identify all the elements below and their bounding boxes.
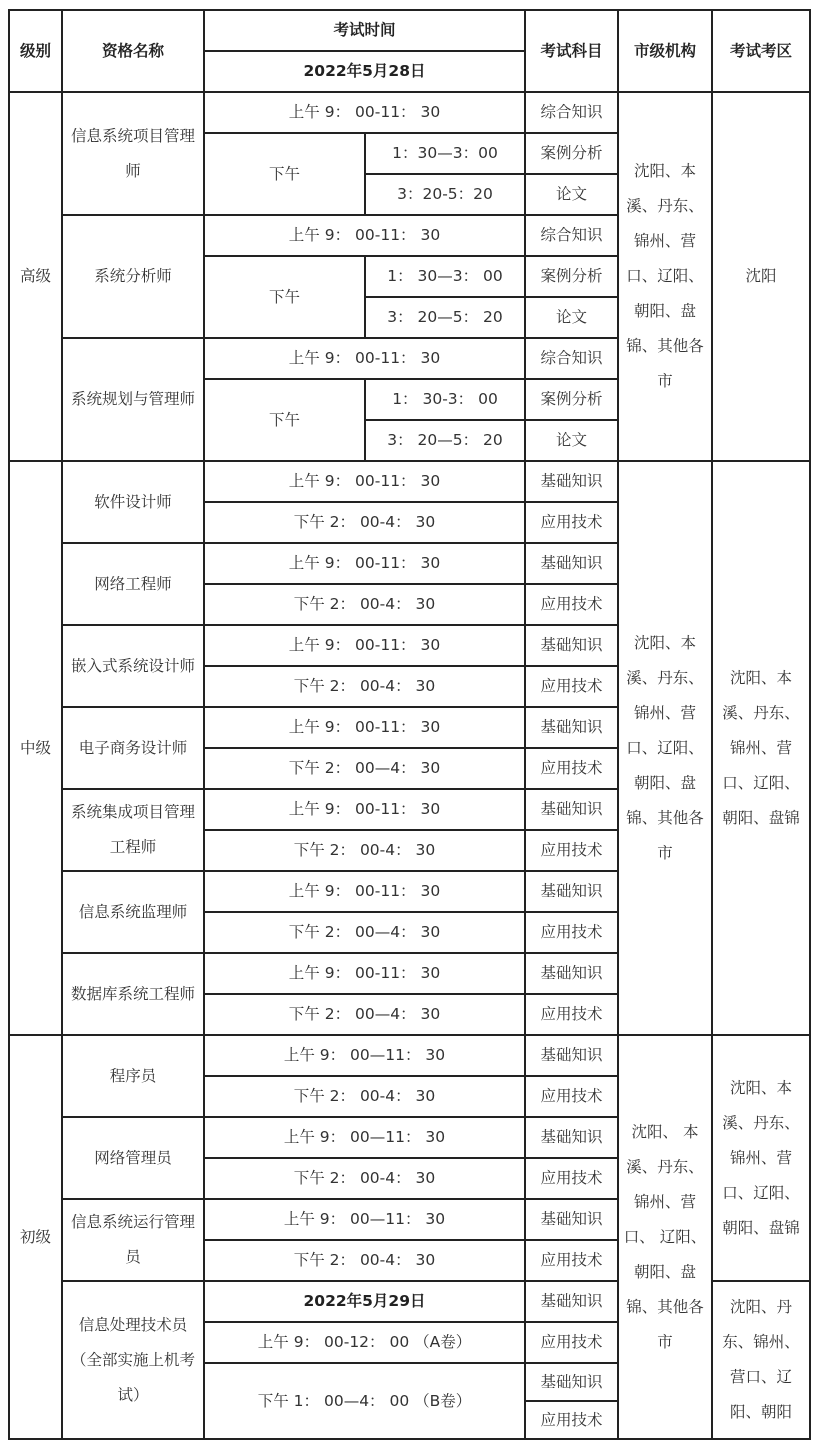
time-am: 上午 9： 00—11： 30 xyxy=(204,1035,525,1076)
subject: 基础知识 xyxy=(525,1281,618,1322)
subject: 综合知识 xyxy=(525,338,618,379)
subject: 应用技术 xyxy=(525,1158,618,1199)
time-am: 上午 9： 00-11： 30 xyxy=(204,953,525,994)
subject: 基础知识 xyxy=(525,543,618,584)
header-exam-time: 考试时间 xyxy=(204,10,525,51)
subject: 基础知识 xyxy=(525,789,618,830)
middle-city-org: 沈阳、本溪、丹东、锦州、营口、辽阳、朝阳、盘锦、其他各市 xyxy=(618,461,712,1035)
qualification-name: 信息系统监理师 xyxy=(62,871,204,953)
subject: 应用技术 xyxy=(525,748,618,789)
time-pm-label: 下午 xyxy=(204,379,365,461)
subject: 案例分析 xyxy=(525,133,618,174)
subject: 论文 xyxy=(525,420,618,461)
subject: 基础知识 xyxy=(525,625,618,666)
header-subject: 考试科目 xyxy=(525,10,618,92)
time-pm-slot: 1：30—3：00 xyxy=(365,133,525,174)
time-am: 上午 9： 00-11： 30 xyxy=(204,461,525,502)
subject: 应用技术 xyxy=(525,584,618,625)
subject: 应用技术 xyxy=(525,830,618,871)
time-pm: 下午 2： 00-4： 30 xyxy=(204,830,525,871)
time-pm: 下午 2： 00-4： 30 xyxy=(204,584,525,625)
time-pm-slot: 1： 30—3： 00 xyxy=(365,256,525,297)
level-senior: 高级 xyxy=(9,92,62,461)
subject: 基础知识 xyxy=(525,461,618,502)
qualification-name: 系统分析师 xyxy=(62,215,204,338)
qualification-name: 网络管理员 xyxy=(62,1117,204,1199)
subject: 应用技术 xyxy=(525,1076,618,1117)
subject: 案例分析 xyxy=(525,379,618,420)
header-date: 2022年5月28日 xyxy=(204,51,525,92)
time-am: 上午 9： 00-11： 30 xyxy=(204,215,525,256)
header-city-org: 市级机构 xyxy=(618,10,712,92)
qualification-name: 网络工程师 xyxy=(62,543,204,625)
level-junior: 初级 xyxy=(9,1035,62,1439)
time-am: 上午 9： 00-11： 30 xyxy=(204,338,525,379)
exam-date-2: 2022年5月29日 xyxy=(204,1281,525,1322)
subject: 基础知识 xyxy=(525,953,618,994)
qualification-name: 信息处理技术员（全部实施上机考试） xyxy=(62,1281,204,1439)
senior-exam-area: 沈阳 xyxy=(712,92,810,461)
header-level: 级别 xyxy=(9,10,62,92)
senior-city-org: 沈阳、本溪、丹东、锦州、营口、辽阳、朝阳、盘锦、其他各市 xyxy=(618,92,712,461)
time-pm-label: 下午 xyxy=(204,256,365,338)
time-pm-slot: 1： 30-3： 00 xyxy=(365,379,525,420)
time-pm: 下午 2： 00-4： 30 xyxy=(204,502,525,543)
time-pm: 下午 2： 00—4： 30 xyxy=(204,912,525,953)
middle-exam-area: 沈阳、本溪、丹东、锦州、营口、辽阳、朝阳、盘锦 xyxy=(712,461,810,1035)
time-pm: 下午 2： 00—4： 30 xyxy=(204,994,525,1035)
subject: 综合知识 xyxy=(525,215,618,256)
subject: 基础知识 xyxy=(525,707,618,748)
time-pm-slot: 3：20-5：20 xyxy=(365,174,525,215)
time-paper-a: 上午 9： 00-12： 00 （A卷） xyxy=(204,1322,525,1363)
time-am: 上午 9： 00-11： 30 xyxy=(204,789,525,830)
time-pm: 下午 2： 00—4： 30 xyxy=(204,748,525,789)
qualification-name: 电子商务设计师 xyxy=(62,707,204,789)
subject: 应用技术 xyxy=(525,912,618,953)
subject: 应用技术 xyxy=(525,1322,618,1363)
qualification-name: 程序员 xyxy=(62,1035,204,1117)
subject: 应用技术 xyxy=(525,1401,618,1439)
time-paper-b: 下午 1： 00—4： 00 （B卷） xyxy=(204,1363,525,1439)
subject: 应用技术 xyxy=(525,666,618,707)
time-pm-slot: 3： 20—5： 20 xyxy=(365,420,525,461)
time-am: 上午 9： 00-11： 30 xyxy=(204,871,525,912)
qualification-name: 系统规划与管理师 xyxy=(62,338,204,461)
junior-city-org: 沈阳、 本溪、丹东、锦州、营口、 辽阳、朝阳、盘锦、其他各市 xyxy=(618,1035,712,1439)
subject: 基础知识 xyxy=(525,871,618,912)
time-pm-slot: 3： 20—5： 20 xyxy=(365,297,525,338)
qualification-name: 信息系统运行管理员 xyxy=(62,1199,204,1281)
subject: 应用技术 xyxy=(525,502,618,543)
subject: 应用技术 xyxy=(525,994,618,1035)
subject: 论文 xyxy=(525,174,618,215)
time-am: 上午 9： 00-11： 30 xyxy=(204,625,525,666)
subject: 综合知识 xyxy=(525,92,618,133)
qualification-name: 系统集成项目管理工程师 xyxy=(62,789,204,871)
time-am: 上午 9： 00—11： 30 xyxy=(204,1117,525,1158)
qualification-name: 嵌入式系统设计师 xyxy=(62,625,204,707)
time-pm: 下午 2： 00-4： 30 xyxy=(204,666,525,707)
time-pm-label: 下午 xyxy=(204,133,365,215)
time-pm: 下午 2： 00-4： 30 xyxy=(204,1240,525,1281)
time-am: 上午 9： 00-11： 30 xyxy=(204,92,525,133)
junior-exam-area-2: 沈阳、丹东、锦州、营口、辽阳、朝阳 xyxy=(712,1281,810,1439)
qualification-name: 软件设计师 xyxy=(62,461,204,543)
exam-schedule-table xyxy=(8,9,811,1440)
subject: 应用技术 xyxy=(525,1240,618,1281)
subject: 基础知识 xyxy=(525,1035,618,1076)
time-pm: 下午 2： 00-4： 30 xyxy=(204,1158,525,1199)
junior-exam-area-1: 沈阳、本溪、丹东、锦州、营口、辽阳、朝阳、盘锦 xyxy=(712,1035,810,1281)
subject: 论文 xyxy=(525,297,618,338)
time-pm: 下午 2： 00-4： 30 xyxy=(204,1076,525,1117)
qualification-name: 信息系统项目管理师 xyxy=(62,92,204,215)
subject: 基础知识 xyxy=(525,1117,618,1158)
time-am: 上午 9： 00-11： 30 xyxy=(204,543,525,584)
subject: 基础知识 xyxy=(525,1363,618,1401)
level-middle: 中级 xyxy=(9,461,62,1035)
qualification-name: 数据库系统工程师 xyxy=(62,953,204,1035)
subject: 案例分析 xyxy=(525,256,618,297)
header-exam-area: 考试考区 xyxy=(712,10,810,92)
time-am: 上午 9： 00-11： 30 xyxy=(204,707,525,748)
time-am: 上午 9： 00—11： 30 xyxy=(204,1199,525,1240)
header-qualification: 资格名称 xyxy=(62,10,204,92)
subject: 基础知识 xyxy=(525,1199,618,1240)
